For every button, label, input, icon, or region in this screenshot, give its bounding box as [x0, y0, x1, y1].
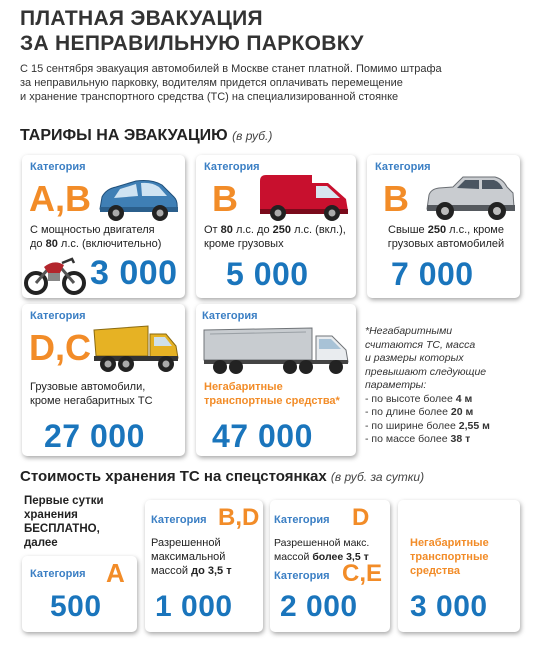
note-line: и размеры которых	[365, 352, 464, 364]
desc-line: С мощностью двигателя	[30, 224, 155, 236]
storage-card-dce	[270, 500, 390, 632]
oversized-label	[204, 380, 340, 408]
note-line: *Негабаритными	[365, 325, 453, 337]
tariff-card-dc	[22, 304, 185, 456]
tariff-card-b-large	[367, 155, 520, 298]
intro-line-2: за неправильную парковку, водителям придется оплачивать перемещение	[20, 77, 403, 89]
price: 27 000	[44, 418, 145, 454]
desc-line	[30, 237, 161, 251]
note-item	[365, 420, 525, 434]
storage-card-oversized	[398, 500, 520, 632]
desc-bold: 80	[220, 224, 233, 236]
tariffs-heading	[20, 127, 272, 145]
intro-text	[20, 62, 520, 104]
note-item-text: - по ширине более	[365, 419, 459, 432]
price: 7 000	[391, 256, 474, 292]
note-line: превышают следующие	[365, 365, 487, 378]
note-item	[365, 433, 525, 447]
desc-bold: 250	[272, 224, 292, 236]
desc-line: кроме грузовых	[204, 238, 284, 250]
oversized-note	[365, 325, 525, 447]
category-label: Категория	[375, 161, 431, 173]
page-title	[20, 6, 364, 56]
title-line-1: ПЛАТНАЯ ЭВАКУАЦИЯ	[20, 7, 263, 30]
category-label: Категория	[30, 568, 86, 580]
semi-trailer-truck-icon	[200, 324, 352, 376]
desc-part: до	[30, 238, 46, 250]
title-line-2: ЗА НЕПРАВИЛЬНУЮ ПАРКОВКУ	[20, 32, 364, 55]
price: 47 000	[212, 418, 313, 454]
category-label: Категория	[30, 310, 86, 322]
desc-part: массой	[151, 565, 192, 577]
price: 2 000	[280, 590, 358, 623]
desc-bold: 80	[45, 238, 58, 250]
category-label: Категория	[151, 514, 207, 526]
suv-icon	[423, 171, 517, 223]
price: 1 000	[155, 590, 233, 623]
category-label: Категория	[274, 570, 330, 582]
free-line: Первые сутки	[24, 495, 104, 507]
intro-line-1: С 15 сентября эвакуация автомобилей в Москве станет платной. Помимо штрафа	[20, 63, 442, 75]
label-line: Негабаритные	[204, 381, 283, 393]
desc-line: максимальной	[151, 551, 226, 563]
price: 3 000	[410, 590, 488, 623]
storage-heading-text: Стоимость хранения ТС на спецстоянках	[20, 468, 327, 485]
desc-part: л.с. (вкл.),	[291, 224, 346, 236]
category-letter: A	[106, 558, 125, 588]
price: 3 000	[90, 254, 178, 292]
storage-card-a	[22, 556, 137, 632]
delivery-van-icon	[256, 169, 352, 223]
desc-line: Разрешенной	[151, 537, 221, 549]
category-letter: B	[383, 178, 409, 219]
tariff-card-oversized	[196, 304, 356, 456]
category-label: Категория	[202, 310, 258, 322]
note-item	[365, 406, 525, 420]
category-label: Категория	[204, 161, 260, 173]
category-letter: B,D	[218, 504, 260, 531]
tariff-card-ab	[22, 155, 185, 298]
desc-line: кроме негабаритных ТС	[30, 395, 153, 407]
category-letter: C,E	[342, 560, 383, 587]
storage-unit: (в руб. за сутки)	[330, 470, 425, 484]
price: 5 000	[226, 256, 309, 292]
label-line: средства	[410, 565, 461, 577]
desc-bold: до 3,5 т	[191, 565, 232, 577]
desc-line: грузовых автомобилей	[387, 238, 505, 250]
note-item-text: - по высоте более	[365, 392, 456, 405]
tariffs-unit: (в руб.)	[232, 129, 273, 143]
category-label: Категория	[274, 514, 330, 526]
free-line: БЕСПЛАТНО,	[24, 523, 100, 535]
note-item-value: 2,55 м	[458, 419, 490, 432]
note-item	[365, 393, 525, 407]
desc-part: л.с. (включительно)	[57, 238, 162, 250]
category-letter: D	[352, 504, 370, 531]
desc-part: От	[204, 224, 221, 236]
note-item-value: 4 м	[455, 392, 473, 405]
note-line: параметры:	[365, 379, 427, 391]
free-first-day	[24, 494, 134, 550]
desc-part: л.с. до	[232, 224, 273, 236]
category-letter: D,C	[29, 327, 91, 368]
free-line: далее	[24, 537, 58, 549]
note-item-text: - по массе более	[365, 433, 451, 445]
tariff-card-b-medium	[196, 155, 356, 298]
dump-truck-icon	[90, 318, 182, 376]
oversized-label	[410, 536, 489, 578]
category-letter: B	[212, 178, 238, 219]
note-item-value: 20 м	[450, 406, 474, 418]
desc-bold: более 3,5 т	[312, 551, 369, 563]
storage-heading	[20, 468, 424, 485]
desc-line	[204, 223, 346, 237]
minivan-icon	[96, 175, 180, 223]
note-line: считаются ТС, масса	[365, 338, 476, 351]
card-description	[381, 223, 511, 251]
desc-part: массой	[274, 551, 313, 563]
desc-line: Грузовые автомобили,	[30, 381, 146, 393]
card-description	[151, 536, 232, 578]
desc-part: л.с., кроме	[446, 224, 504, 236]
motorcycle-icon	[24, 255, 86, 295]
desc-bold: 250	[427, 224, 447, 236]
price: 500	[50, 590, 102, 623]
card-description	[30, 380, 153, 408]
note-list	[365, 393, 525, 447]
card-description	[204, 223, 346, 251]
free-line: хранения	[24, 509, 78, 521]
note-item-value: 38 т	[450, 433, 471, 445]
category-letter: A,B	[29, 178, 91, 219]
card-description	[30, 223, 161, 251]
label-line: Негабаритные	[410, 537, 489, 549]
note-item-text: - по длине более	[365, 406, 451, 418]
desc-line: Разрешенной макс.	[274, 537, 370, 549]
desc-line	[381, 223, 511, 237]
intro-line-3: и хранение транспортного средства (ТС) на специализированной стоянке	[20, 91, 399, 103]
desc-line	[151, 564, 232, 578]
label-line: транспортные средства*	[204, 395, 340, 407]
category-label: Категория	[30, 161, 86, 173]
desc-part: Свыше	[388, 224, 428, 236]
label-line: транспортные	[410, 551, 489, 563]
tariffs-heading-text: ТАРИФЫ НА ЭВАКУАЦИЮ	[20, 127, 228, 144]
storage-card-bd	[145, 500, 263, 632]
